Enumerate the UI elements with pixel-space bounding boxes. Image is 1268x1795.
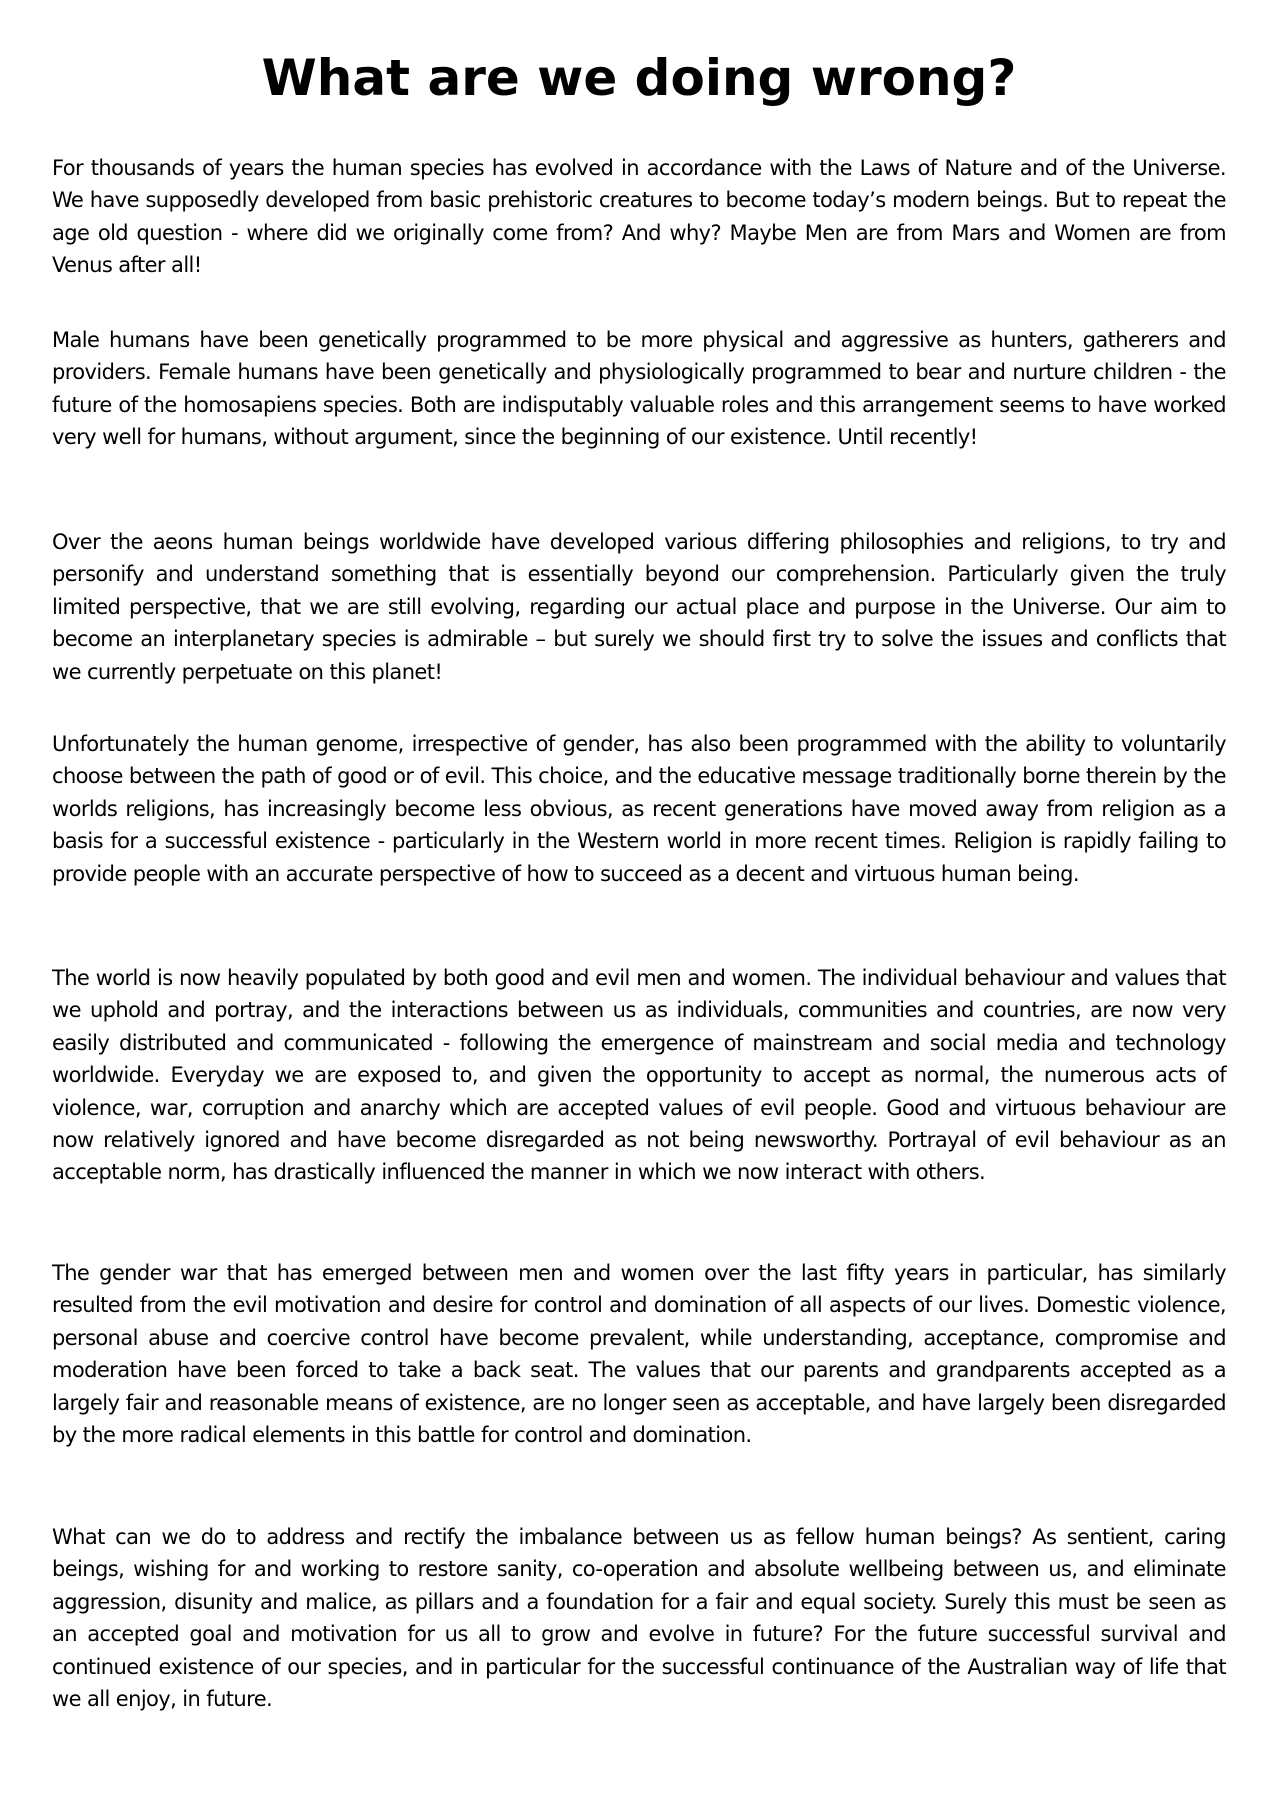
paragraph-1: For thousands of years the human species has evolved in accordance with the Laws of Nature and of the Universe. We have supposedly developed from basic prehistoric creatures to become today’s modern beings. But to repeat the age old question - where did we originally come from? And why? Maybe Men are from Mars and Women are from Venus after all! — [52, 156, 1226, 278]
paragraph-5: The world is now heavily populated by both good and evil men and women. The individual behaviour and values that we uphold and portray, and the interactions between us as individuals, communities and countries, are now very easily distributed and communicated - following the emergence of mainstream and social media and technology worldwide. Everyday we are exposed to, and given the opportunity to accept as normal, the numerous acts of violence, war, corruption and anarchy which are accepted values of evil people. Good and virtuous behaviour are now relatively ignored and have become disregarded as not being newsworthy. Portrayal of evil behaviour as an acceptable norm, has drastically influenced the manner in which we now interact with others. — [52, 966, 1226, 1185]
paragraph-3: Over the aeons human beings worldwide have developed various differing philosophies and religions, to try and personify and understand something that is essentially beyond our comprehension. Particularly given the truly limited perspective, that we are still evolving, regarding our actual place and purpose in the Universe. Our aim to become an interplanetary species is admirable – but surely we should first try to solve the issues and conflicts that we currently perpetuate on this planet! — [52, 530, 1226, 684]
document-page — [52, 0, 1226, 1712]
document-title: What are we doing wrong? — [261, 49, 1017, 107]
paragraph-6: The gender war that has emerged between men and women over the last fifty years in particular, has similarly resulted from the evil motivation and desire for control and domination of all aspects of our lives. Domestic violence, personal abuse and coercive control have become prevalent, while understanding, acceptance, compromise and moderation have been forced to take a back seat. The values that our parents and grandparents accepted as a largely fair and reasonable means of existence, are no longer seen as acceptable, and have largely been disregarded by the more radical elements in this battle for control and domination. — [52, 1261, 1226, 1448]
paragraph-7: What can we do to address and rectify the imbalance between us as fellow human beings? As sentient, caring beings, wishing for and working to restore sanity, co-operation and absolute wellbeing between us, and eliminate aggression, disunity and malice, as pillars and a foundation for a fair and equal society. Surely this must be seen as an accepted goal and motivation for us all to grow and evolve in future? For the future successful survival and continued existence of our species, and in particular for the successful continuance of the Australian way of life that we all enjoy, in future. — [52, 1525, 1226, 1712]
paragraph-2: Male humans have been genetically programmed to be more physical and aggressive as hunters, gatherers and providers. Female humans have been genetically and physiologically programmed to bear and nurture children - the future of the homosapiens species. Both are indisputably valuable roles and this arrangement seems to have worked very well for humans, without argument, since the beginning of our existence. Until recently! — [52, 328, 1226, 450]
paragraph-4: Unfortunately the human genome, irrespective of gender, has also been programmed with the ability to voluntarily choose between the path of good or of evil. This choice, and the educative message traditionally borne therein by the worlds religions, has increasingly become less obvious, as recent generations have moved away from religion as a basis for a successful existence - particularly in the Western world in more recent times. Religion is rapidly failing to provide people with an accurate perspective of how to succeed as a decent and virtuous human being. — [52, 732, 1226, 886]
